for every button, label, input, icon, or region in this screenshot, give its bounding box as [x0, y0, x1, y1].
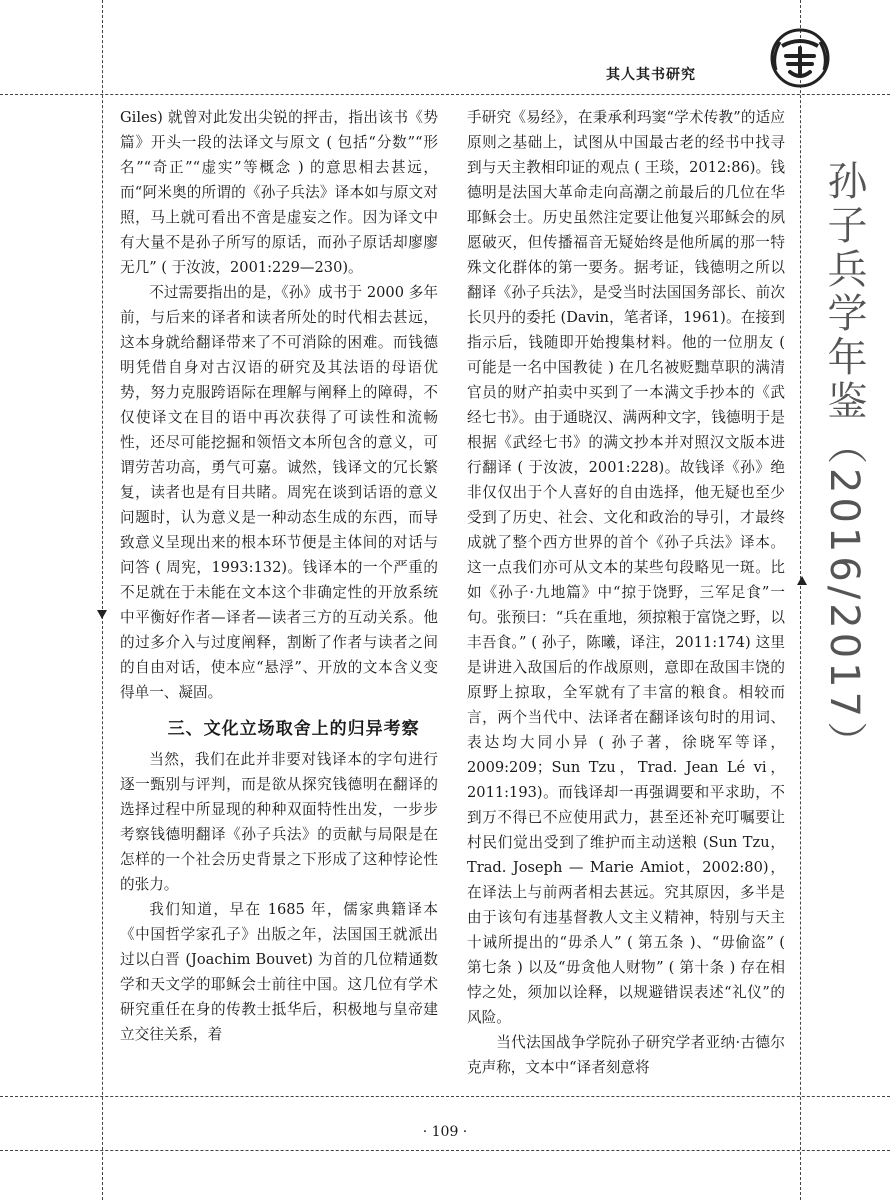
paragraph: 不过需要指出的是，《孙》成书于 2000 多年前，与后来的译者和读者所处的时代相去甚远，这本身就给翻译带来了不可消除的困难。而钱德明凭借自身对古汉语的研究及其法语的母语优势，努力克服跨语际在理解与阐释上的障碍，不仅使译文在目的语中再次获得了可读性和流畅性，还尽可能挖掘和领悟文本所包含的意义，可谓劳苦功高，勇气可嘉。诚然，钱译文的冗长繁复，读者也是有目共睹。周宪在谈到话语的意义问题时，认为意义是一种动态生成的东西，而导致意义呈现出来的根本环节便是主体间的对话与问答 ( 周宪，1993:132)。钱译本的一个严重的不足就在于未能在文本这个非确定性的开放系统中平衡好作者—译者—读者三方的互动关系。他的过多介入与过度阐释，割断了作者与读者之间的自由对话，使本应“悬浮”、开放的文本含义变得单一、凝固。	[120, 284, 438, 701]
journal-logo-icon	[768, 26, 832, 90]
left-dashed-guide	[102, 0, 103, 1200]
running-header: 其人其书研究	[606, 67, 696, 83]
paragraph: 手研究《易经》，在秉承利玛窦“学术传教”的适应原则之基础上，试图从中国最古老的经书中找寻到与天主教相印证的观点 ( 王琰，2012:86)。钱德明是法国大革命走向高潮之前最后的几位在华耶稣会士。历史虽然注定要让他复兴耶稣会的夙愿破灭，但传播福音无疑始终是他所属的那一特殊文化群体的第一要务。据考证，钱德明之所以翻译《孙子兵法》，是受当时法国国务部长、前次长贝丹的委托 (Davin，笔者译，1961)。在接到指示后，钱随即开始搜集材料。他的一位朋友 ( 可能是一名中国教徒 ) 在几名被贬黜草职的满清官员的财产拍卖中买到了一本满文手抄本的《武经七书》。由于通晓汉、满两种文字，钱德明于是根据《武经七书》的满文抄本并对照汉文版本进行翻译 ( 于汝波，2001:228)。故钱译《孙》绝非仅仅出于个人喜好的自由选择，他无疑也至少受到了历史、社会、文化和政治的导引，才最终成就了整个西方世界的首个《孙子兵法》译本。这一点我们亦可从文本的某些句段略见一斑。比如《孙子·九地篇》中“掠于饶野，三军足食”一句。张预曰：“兵在重地，须掠粮于富饶之野，以丰吾食。” ( 孙子，陈曦，译注，2011:174) 这里是讲进入敌国后的作战原则，意即在敌国丰饶的原野上掠取，全军就有了丰富的粮食。相较而言，两个当代中、法译者在翻译该句时的用词、表达均大同小异 ( 孙子著，徐晓军等译，2009:209；Sun Tzu，Trad. Jean Lé vi，2011:193)。而钱译却一再强调要和平求助，不到万不得已不应使用武力，甚至还补充叮嘱要让村民们觉出受到了维护而主动送粮 (Sun Tzu，Trad. Joseph — Marie Amiot，2002:80)，在译法上与前两者相去甚远。究其原因，多半是由于该句有违基督教人文主义精神，特别与天主十诫所提出的“毋杀人” ( 第五条 )、“毋偷盗” ( 第七条 ) 以及“毋贪他人财物” ( 第十条 ) 存在相悖之处，须加以诠释，以规避错误表述“礼仪”的风险。	[467, 109, 785, 1026]
right-text-column	[467, 105, 785, 1080]
paragraph: 我们知道，早在 1685 年，儒家典籍译本《中国哲学家孔子》出版之年，法国国王就派出过以白晋 (Joachim Bouvet) 为首的几位精通数学和天文学的耶稣会士前往中国。这几位有学术研究重任在身的传教士抵华后，积极地与皇帝建立交往关系，着	[120, 901, 438, 1043]
top-dashed-rule	[0, 94, 890, 95]
right-dashed-guide	[800, 0, 801, 1200]
left-margin-triangle-icon	[97, 610, 107, 619]
paragraph: 当然，我们在此并非要对钱译本的字句进行逐一甄别与评判，而是欲从探究钱德明在翻译的选择过程中所显现的种种双面特性出发，一步步考察钱德明翻译《孙子兵法》的贡献与局限是在怎样的一个社会历史背景之下形成了这种悖论性的张力。	[120, 751, 438, 893]
bottom-dashed-rule	[0, 1096, 890, 1097]
paragraph: 当代法国战争学院孙子研究学者亚纳·古德尔克声称，文本中“译者刻意将	[467, 1034, 785, 1076]
paragraph: Giles) 就曾对此发出尖锐的抨击，指出该书《势篇》开头一段的法译文与原文 ( 包括“分数”“形名”“奇正”“虚实”等概念 ) 的意思相去甚远，而“阿米奥的所谓的《孙子兵法》译本如与原文对照，马上就可看出不啻是虚妄之作。因为译文中有大量不是孙子所写的原话，而孙子原话却廖廖无几” ( 于汝波，2001:229—230)。	[120, 109, 438, 276]
section-heading: 三、文化立场取舍上的归异考察	[167, 719, 420, 739]
right-margin-triangle-icon	[797, 576, 807, 585]
left-text-column	[120, 105, 438, 1047]
footer-dashed-rule	[0, 1150, 890, 1151]
yearbook-side-title: 孙子兵学年鉴（2016/2017）	[821, 160, 867, 766]
page-number: · 109 ·	[422, 1124, 468, 1140]
